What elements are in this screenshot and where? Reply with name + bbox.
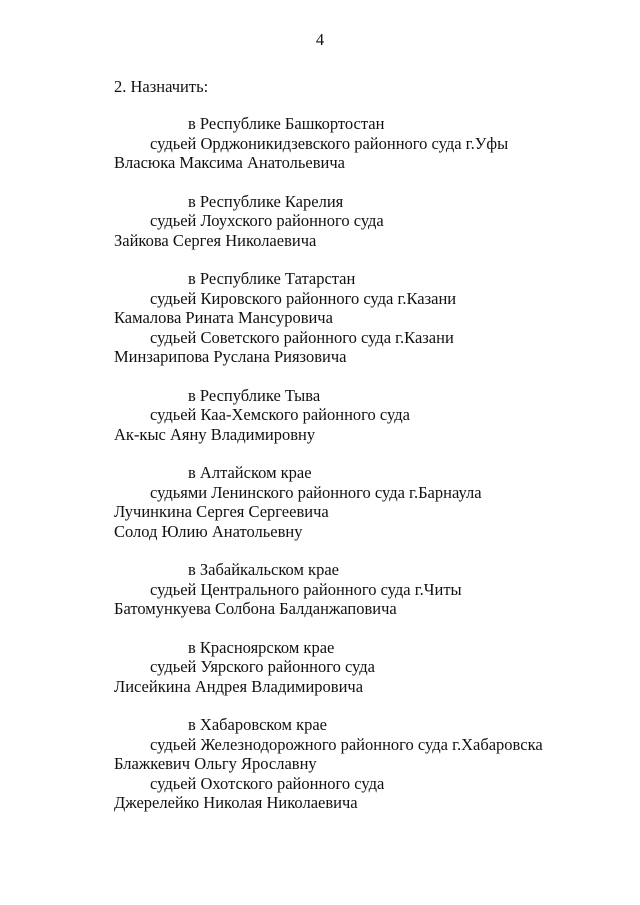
region-line: в Хабаровском крае — [188, 715, 327, 734]
court-line: судьей Железнодорожного районного суда г.Хабаровска — [150, 734, 543, 754]
court-line: судьей Орджоникидзевского районного суда г.Уфы — [150, 133, 509, 153]
court-line: судьей Уярского районного суда — [150, 657, 375, 676]
appointee-name: Ак-кыс Аяну Владимировну — [114, 424, 316, 444]
court-line: судьей Охотского районного суда — [150, 773, 385, 793]
region-line: в Забайкальском крае — [188, 560, 339, 579]
region-line: в Республике Татарстан — [188, 269, 356, 288]
appointee-name: Зайкова Сергея Николаевича — [114, 230, 317, 250]
court-line: судьей Лоухского районного суда — [150, 211, 384, 230]
appointee-name: Солод Юлию Анатольевну — [114, 521, 303, 541]
court-line: судьей Кировского районного суда г.Казани — [150, 288, 457, 308]
court-line: судьей Советского районного суда г.Казани — [150, 327, 454, 347]
appointments-list — [114, 114, 614, 832]
region-line: в Республике Тыва — [188, 385, 321, 405]
court-line: судьями Ленинского районного суда г.Барнаула — [150, 482, 482, 502]
appointee-name: Батомункуева Солбона Балданжаповича — [114, 599, 397, 618]
appointment-section — [114, 192, 614, 251]
region-line: в Алтайском крае — [188, 463, 312, 482]
appointment-section — [114, 638, 614, 697]
court-line: судьей Каа-Хемского районного суда — [150, 405, 410, 424]
appointee-name: Минзарипова Руслана Риязовича — [114, 347, 347, 366]
appointment-section — [114, 386, 614, 445]
appointee-name: Блажкевич Ольгу Ярославну — [114, 754, 317, 773]
appointee-name: Лучинкина Сергея Сергеевича — [114, 502, 329, 521]
appointment-section — [114, 463, 614, 541]
appointee-name: Власюка Максима Анатольевича — [114, 153, 345, 172]
appointment-section — [114, 715, 614, 813]
heading-appoint: 2. Назначить: — [114, 77, 209, 96]
region-line: в Республике Башкортостан — [188, 114, 385, 133]
appointee-name: Камалова Рината Мансуровича — [114, 308, 333, 327]
appointee-name: Лисейкина Андрея Владимировича — [114, 676, 364, 696]
region-line: в Красноярском крае — [188, 637, 335, 657]
appointment-section — [114, 114, 614, 173]
appointment-section — [114, 560, 614, 619]
page-number: 4 — [315, 30, 325, 49]
appointment-section — [114, 269, 614, 367]
court-line: судьей Центрального районного суда г.Читы — [150, 579, 462, 599]
region-line: в Республике Карелия — [188, 191, 344, 211]
appointee-name: Джерелейко Николая Николаевича — [114, 793, 358, 812]
